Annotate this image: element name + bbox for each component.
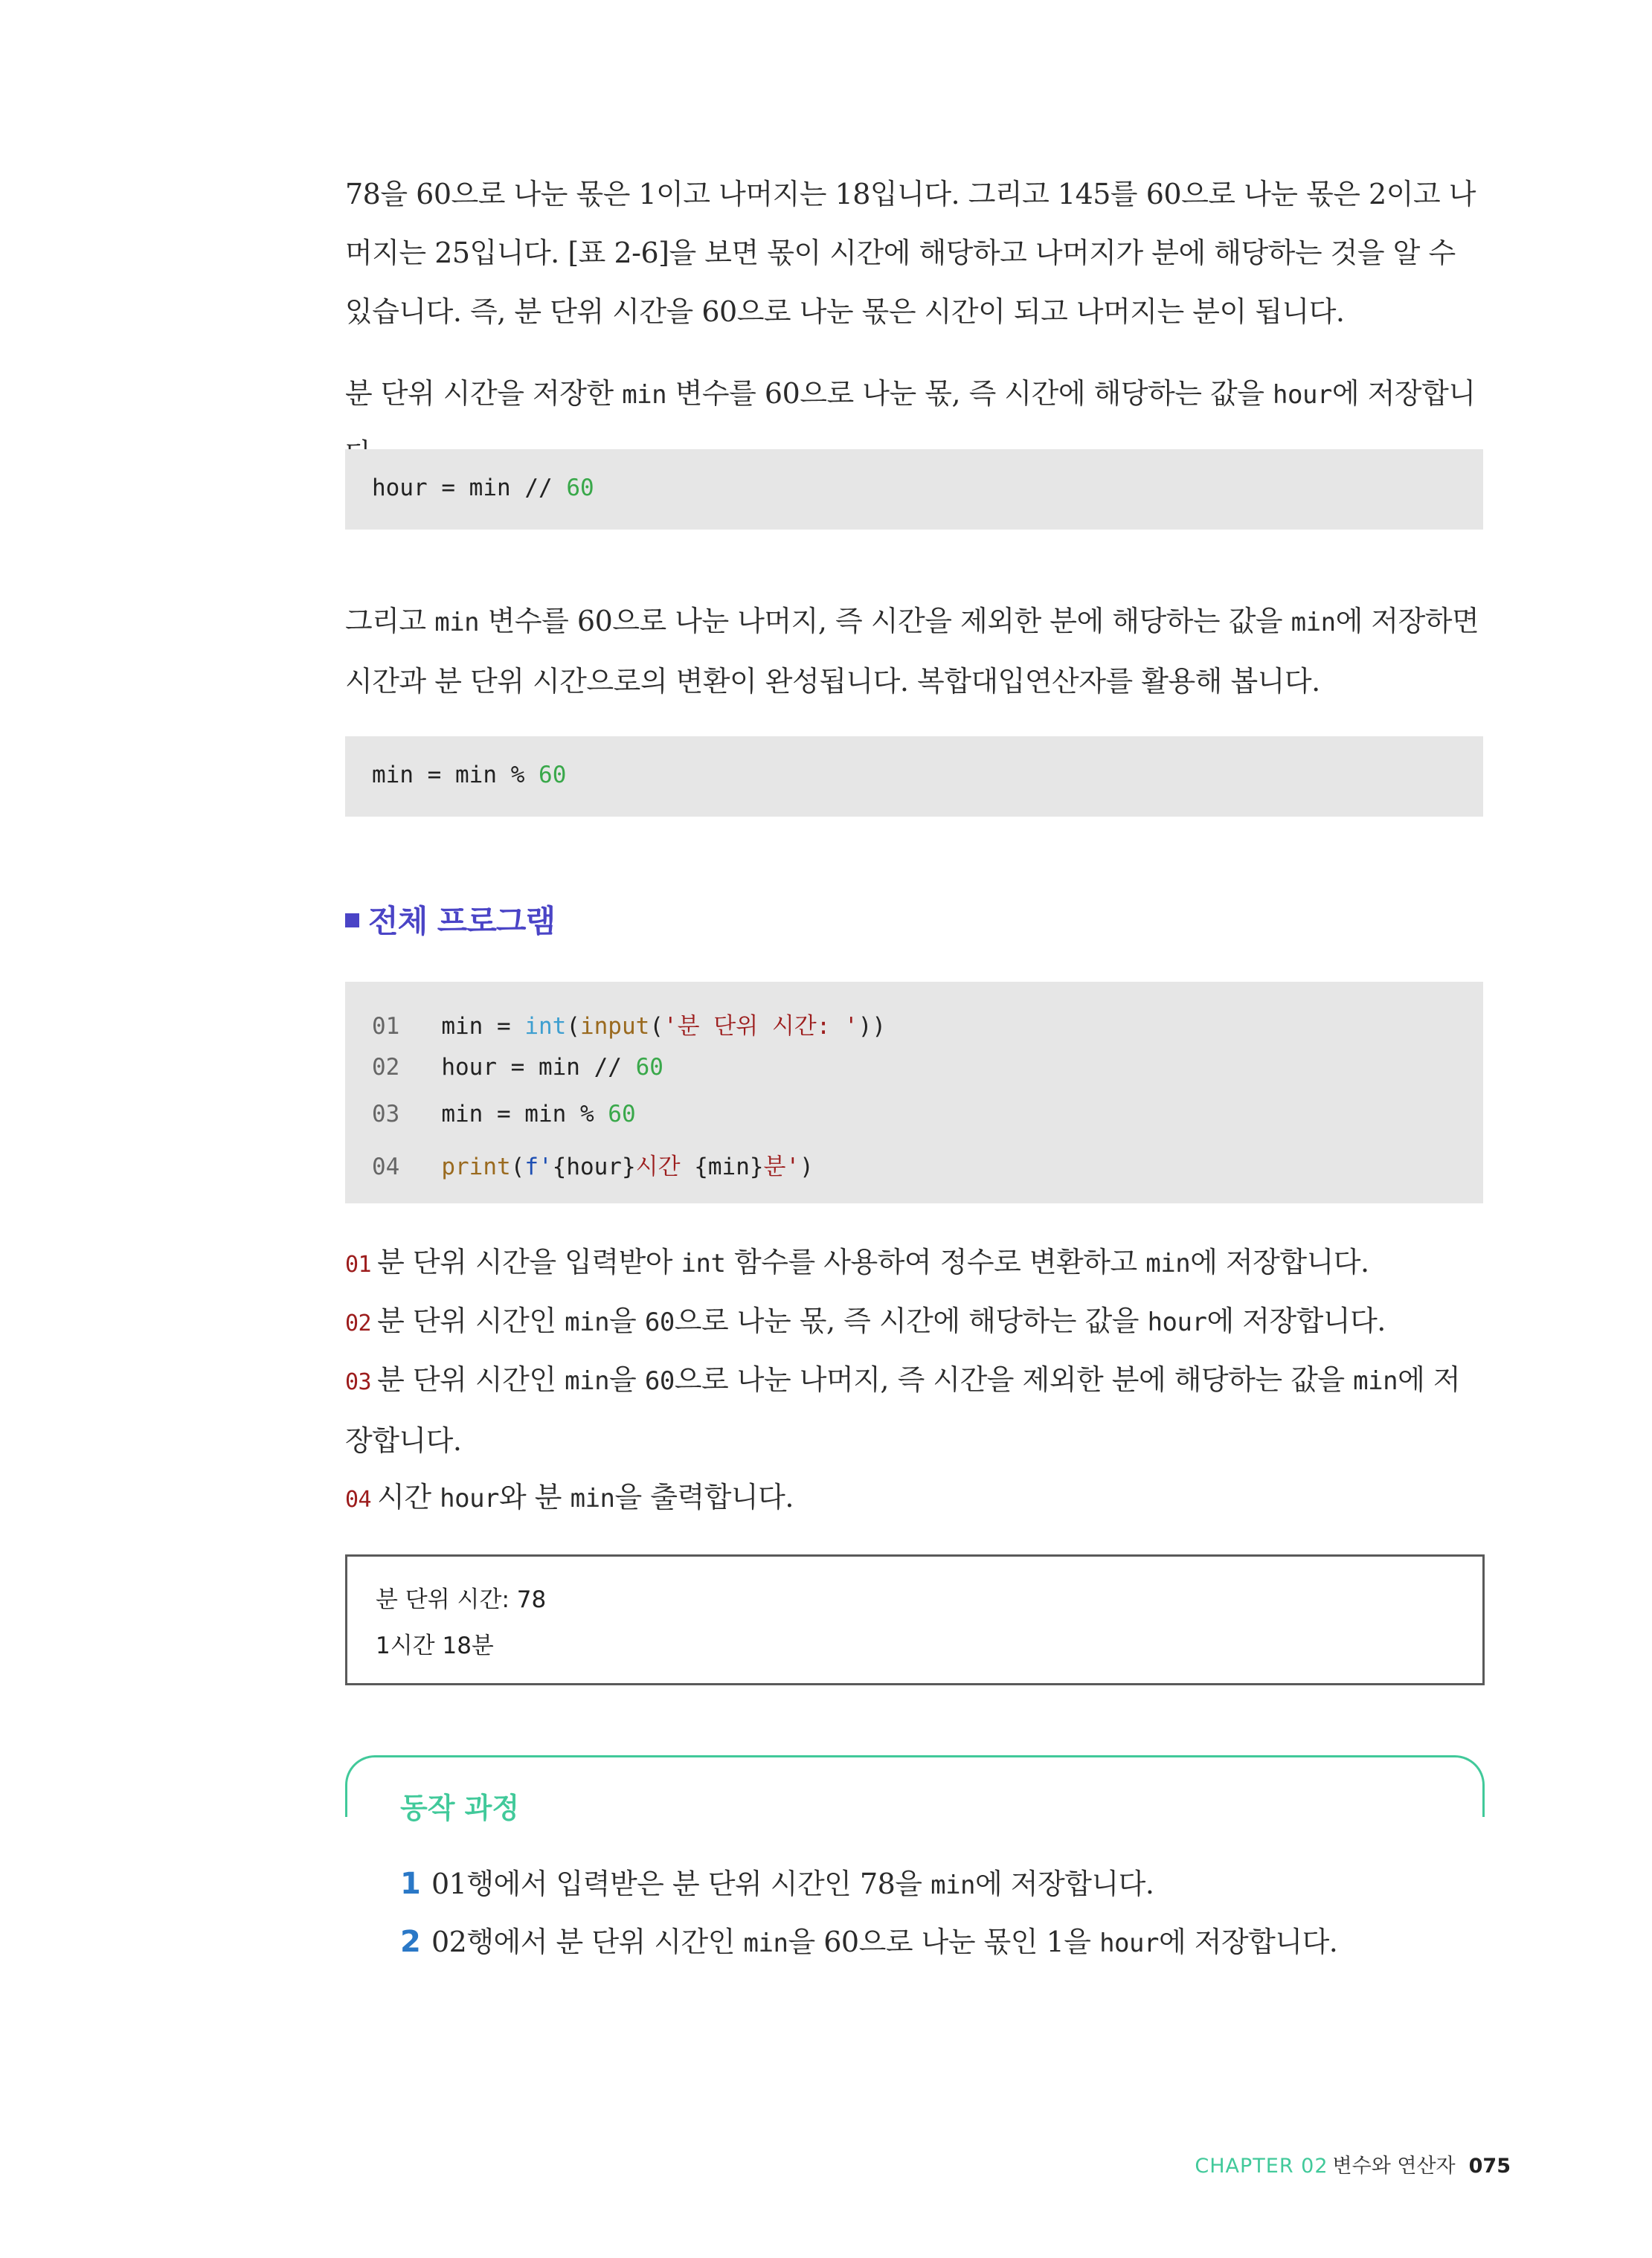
output-line-2: 1시간 18분	[376, 1633, 494, 1659]
inline-code: min	[1353, 1366, 1398, 1396]
text: 에 저장합니다.	[975, 1868, 1154, 1900]
text: 변수를 60으로 나눈 나머지, 즉 시간을 제외한 분에 해당하는 값을	[479, 605, 1291, 637]
text: 에 저장하면 시간과 분 단위 시간으로의 변환이 완성됩니다. 복합대입연산자를 활용해 봅니다.	[345, 605, 1479, 698]
code-builtin: int	[524, 1013, 567, 1040]
code-token: (	[566, 1013, 580, 1040]
code-builtin: input	[579, 1013, 650, 1040]
code-builtin: print	[441, 1154, 511, 1180]
inline-code: min	[743, 1929, 788, 1958]
inline-code: min	[931, 1871, 976, 1900]
code-number: 60	[608, 1101, 636, 1128]
code-token: %	[510, 762, 525, 788]
output-line-1: 분 단위 시간: 78	[376, 1586, 547, 1613]
text: 변수를 60으로 나눈 몫, 즉 시간에 해당하는 값을	[666, 377, 1273, 410]
code-token: =	[427, 762, 442, 788]
step-number: 2	[400, 1925, 421, 1959]
code-line	[372, 762, 566, 788]
code-token: (	[510, 1154, 525, 1180]
code-number: 60	[539, 762, 567, 788]
line-ref: 03	[345, 1369, 372, 1395]
process-title: 동작 과정	[400, 1792, 520, 1824]
square-bullet-icon	[345, 913, 359, 927]
text: 을	[609, 1305, 645, 1337]
intro-paragraph: 78을 60으로 나눈 몫은 1이고 나머지는 18입니다. 그리고 145를 60으로 나눈 몫은 2이고 나머지는 25입니다. [표 2-6]을 보면 몫이 시간에 해당하고 나머지가 분에 해당하는 것을 알 수 있습니다. 즉, 분 단위 시간을 60으로 나눈 몫은 시간이 되고 나머지는 분이 됩니다.	[345, 178, 1476, 328]
inline-code: min	[1145, 1249, 1191, 1278]
page-number: 075	[1468, 2155, 1511, 2178]
inline-code: min	[434, 608, 480, 637]
line-ref: 04	[345, 1487, 372, 1513]
text: 을	[609, 1363, 645, 1396]
code-string: 시간	[635, 1154, 695, 1180]
code-token: )	[800, 1154, 814, 1180]
inline-code: min	[565, 1307, 610, 1337]
code-string: '분 단위 시간: '	[663, 1013, 858, 1040]
program-code-block	[345, 982, 1483, 1203]
text: 01행에서 입력받은 분 단위 시간인 78을	[431, 1868, 931, 1900]
code-token: min	[455, 762, 498, 788]
mid-paragraph	[345, 592, 1483, 711]
text: 으로 나눈 몫, 즉 시간에 해당하는 값을	[674, 1305, 1148, 1337]
text: 시간	[377, 1481, 440, 1514]
code-string: '	[785, 1154, 800, 1180]
page-footer	[1195, 2149, 1511, 2178]
text: 그리고	[345, 605, 435, 637]
inline-code: 60	[644, 1307, 675, 1337]
code-token: hour	[372, 475, 428, 501]
section-heading-text: 전체 프로그램	[368, 903, 556, 939]
text: 02행에서 분 단위 시간인	[431, 1926, 744, 1958]
code-line-3	[372, 1101, 636, 1128]
text: 을 60으로 나눈 몫인 1을	[788, 1926, 1100, 1958]
line-ref: 02	[345, 1310, 372, 1337]
inline-code: min	[565, 1366, 610, 1396]
inline-code: hour	[1147, 1307, 1207, 1337]
code-token: hour = min //	[441, 1054, 636, 1081]
code-line-2	[372, 1054, 663, 1081]
text: 에 저장합니다.	[345, 1363, 1461, 1457]
inline-code: hour	[1099, 1929, 1159, 1958]
code-token: min	[469, 475, 511, 501]
code-block-hour	[345, 449, 1483, 530]
text: 에 저장합니다.	[1158, 1926, 1338, 1958]
line-number: 01	[372, 1013, 400, 1040]
text: 에 저장합니다.	[1190, 1246, 1369, 1278]
text: 분 단위 시간을 입력받아	[377, 1246, 681, 1278]
code-token: ))	[858, 1013, 887, 1040]
code-block-min	[345, 736, 1483, 817]
inline-code: hour	[1273, 380, 1332, 410]
explanation-2	[345, 1292, 1483, 1353]
code-token: min = min %	[441, 1101, 608, 1128]
text: 으로 나눈 나머지, 즉 시간을 제외한 분에 해당하는 값을	[674, 1363, 1354, 1396]
inline-code: min	[570, 1484, 615, 1514]
text: 분 단위 시간인	[377, 1363, 565, 1396]
inline-code: min	[622, 380, 667, 410]
section-heading	[345, 897, 555, 942]
explanation-4	[345, 1468, 1483, 1529]
code-line	[372, 475, 594, 501]
step-number: 1	[400, 1867, 421, 1901]
code-fstring-prefix: f'	[524, 1154, 553, 1180]
code-token: {hour}	[552, 1154, 636, 1180]
code-token: (	[649, 1013, 663, 1040]
inline-code: int	[681, 1249, 726, 1278]
text: 에 저장합니	[1331, 377, 1476, 410]
text: 와 분	[499, 1481, 571, 1514]
code-token: {min}	[694, 1154, 764, 1180]
code-string: 분	[763, 1154, 786, 1180]
code-token: min	[372, 762, 414, 788]
code-token: //	[524, 475, 553, 501]
inline-code: hour	[440, 1484, 500, 1514]
text: 을 출력합니다.	[614, 1481, 794, 1514]
line-number: 02	[372, 1054, 400, 1081]
text: 에 저장합니다.	[1206, 1305, 1386, 1337]
text: 분 단위 시간을 저장한	[345, 377, 623, 410]
inline-code: 60	[644, 1366, 675, 1396]
code-line-4	[372, 1148, 814, 1181]
code-number: 60	[566, 475, 594, 501]
code-token: =	[441, 475, 455, 501]
line-number: 03	[372, 1101, 400, 1128]
explanation-1	[345, 1233, 1483, 1294]
code-token: min =	[441, 1013, 525, 1040]
chapter-label: CHAPTER 02	[1195, 2155, 1328, 2178]
process-step-1	[400, 1861, 1154, 1902]
inline-code: min	[1291, 608, 1336, 637]
chapter-title: 변수와 연산자	[1332, 2155, 1456, 2178]
code-line-1	[372, 1007, 886, 1040]
line-ref: 01	[345, 1252, 372, 1278]
explanation-3	[345, 1351, 1483, 1470]
output-box	[345, 1554, 1485, 1685]
line-number: 04	[372, 1154, 400, 1180]
text: 분 단위 시간인	[377, 1305, 565, 1337]
code-number: 60	[635, 1054, 663, 1081]
text: 함수를 사용하여 정수로 변환하고	[725, 1246, 1146, 1278]
process-step-2	[400, 1919, 1337, 1960]
